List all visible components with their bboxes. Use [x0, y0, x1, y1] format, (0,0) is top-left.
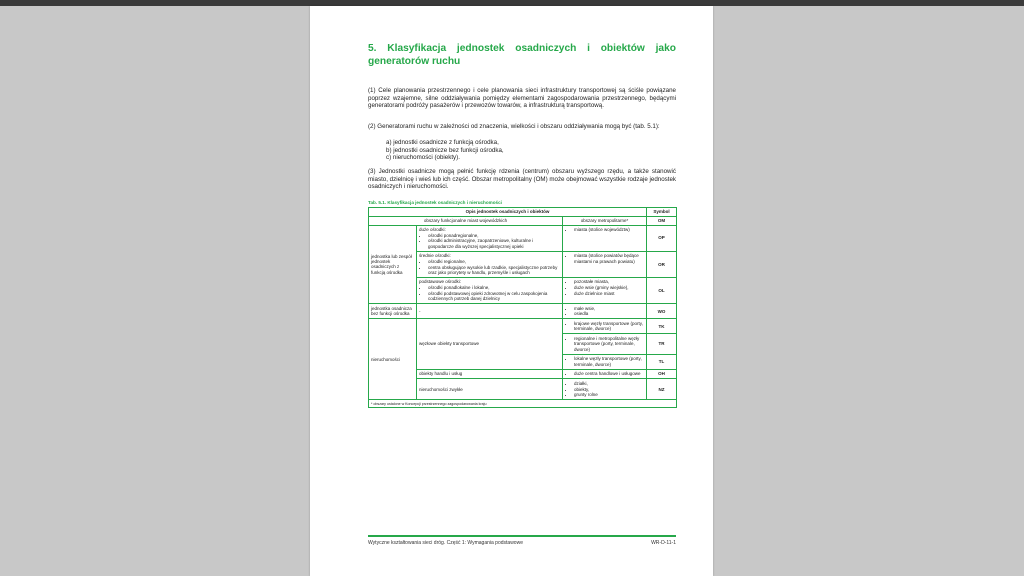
or-description	[417, 251, 563, 277]
table-row-om	[369, 216, 677, 225]
ol-examples	[563, 277, 647, 303]
list-item: • ośrodki regionalne,	[428, 259, 560, 264]
document-page	[310, 6, 713, 576]
list-item: • krajowe węzły transportowe (porty, terminale, dworce)	[574, 321, 644, 332]
paragraph-2: (2) Generatorami ruchu w zależności od znaczenia, wielkości i obszaru oddziaływania mogą być (tab. 5.1):	[368, 123, 660, 130]
tl-examples	[563, 354, 647, 369]
list-item: • duże dzielnice miast	[574, 291, 644, 296]
wo-description: -	[417, 304, 563, 319]
list-item: • pozostałe miasta,	[574, 279, 644, 284]
nz-label: nieruchomości zwykłe	[417, 379, 563, 400]
list-item: • ośrodki podstawowej opieki zdrowotnej w celu zaspokojenia codziennych potrzeb danej dzielnicy	[428, 291, 560, 302]
tk-examples	[563, 319, 647, 334]
ol-title: podstawowe ośrodki:	[419, 279, 462, 285]
op-title: duże ośrodki:	[419, 226, 446, 232]
group-label-non-centres: jednostka osadnicza bez funkcji ośrodka	[369, 304, 417, 319]
section-heading: 5. Klasyfikacja jednostek osadniczych i obiektów jako generatorów ruchu	[368, 43, 676, 67]
symbol-nz: NZ	[647, 379, 677, 400]
list-item: • miasta (stolice powiatów będące miastami na prawach powiatu)	[574, 253, 644, 264]
symbol-op: OP	[647, 225, 677, 251]
symbol-ol: OL	[647, 277, 677, 303]
list-item: • duże centra handlowe i usługowe	[574, 371, 644, 376]
table-header-row	[369, 208, 677, 217]
group-label-centres: jednostka lub zespół jednostek osadniczych z funkcją ośrodka	[369, 225, 417, 304]
list-item: b) jednostki osadnicze bez funkcji ośrodka,	[386, 146, 504, 154]
footer-code: WR-D-11-1	[651, 540, 676, 546]
footer-divider	[368, 535, 676, 537]
symbol-tk: TK	[647, 319, 677, 334]
or-examples	[563, 251, 647, 277]
table-row-op	[369, 225, 677, 251]
list-item: • miasta (stolice województw)	[574, 227, 644, 232]
classification-table	[368, 207, 677, 408]
group-label-properties: nieruchomości	[369, 319, 417, 400]
list-item: • małe wsie,	[574, 306, 644, 311]
wo-examples	[563, 304, 647, 319]
list-item: • ośrodki ponadlokalne i lokalne,	[428, 285, 560, 290]
symbol-wo: WO	[647, 304, 677, 319]
table-caption: Tab. 5.1. Klasyfikacja jednostek osadniczych i nieruchomości	[368, 200, 502, 205]
oh-label: obiekty handlu i usług	[417, 369, 563, 379]
header-description: Opis jednostek osadniczych i obiektów	[369, 208, 647, 217]
table-row-wo	[369, 304, 677, 319]
list-item: c) nieruchomości (obiekty).	[386, 154, 460, 162]
om-right-cell: obszary metropolitarne*	[563, 216, 647, 225]
symbol-tl: TL	[647, 354, 677, 369]
list-item: • centra obsługujące wysokie lub rzadkie, specjalistyczne potrzeby oraz jako priorytety w handlu, przemyśle i usługach	[428, 265, 560, 276]
symbol-om: OM	[647, 216, 677, 225]
list-item: • osiedla	[574, 311, 644, 316]
list-item: • regionalne i metropolitalne węzły transportowe (porty, terminale, dworce)	[574, 336, 644, 352]
list-item: • duże wsie (gminy wiejskie),	[574, 285, 644, 290]
oh-examples	[563, 369, 647, 379]
ol-description	[417, 277, 563, 303]
list-item: • obiekty,	[574, 387, 644, 392]
symbol-oh: OH	[647, 369, 677, 379]
table-row-tk	[369, 319, 677, 334]
op-examples	[563, 225, 647, 251]
header-symbol: Symbol	[647, 208, 677, 217]
list-item: • lokalne węzły transportowe (porty, terminale, dworce)	[574, 356, 644, 367]
list-item: • ośrodki administracyjne, zaopatrzeniowe, kulturalne i gospodarcze dla wyższej specjalistycznej opieki	[428, 238, 560, 249]
or-title: średnie ośrodki:	[419, 252, 451, 258]
tr-examples	[563, 334, 647, 354]
symbol-tr: TR	[647, 334, 677, 354]
nz-examples	[563, 379, 647, 400]
table-footnote-row	[369, 400, 677, 408]
footer-title: Wytyczne kształtowania sieci dróg. Część 1: Wymagania podstawowe	[368, 540, 523, 546]
om-left-cell: obszary funkcjonalne miast wojewódzkich	[369, 216, 563, 225]
table-footnote: * obszary ustalone w Koncepcji przestrzennego zagospodarowania kraju	[369, 400, 677, 408]
paragraph-1: (1) Cele planowania przestrzennego i cele planowania sieci infrastruktury transportowej są ściśle powiązane poprzez wzajemne, silne oddziaływania pomiędzy elementami zagospodarowania przestrzennego, będącymi generatorami podróży pasażerów i przewozów towarów, a infrastrukturą transportową.	[368, 87, 676, 110]
paragraph-3: (3) Jednostki osadnicze mogą pełnić funkcję rdzenia (centrum) obszaru wyższego rzędu, a także stanowić miasto, dzielnicę i wieś lub ich część. Obszar metropolitalny (OM) może obejmować wszystkie rodzaje jednostek osadniczych i nieruchomości.	[368, 168, 676, 191]
list-item: • działki,	[574, 381, 644, 386]
list-item: a) jednostki osadnicze z funkcją ośrodka,	[386, 139, 499, 146]
list-item: • ośrodki ponadregionalne,	[428, 233, 560, 238]
transport-label: węzłowe obiekty transportowe	[417, 319, 563, 369]
list-item: • grunty rolne	[574, 392, 644, 397]
symbol-or: OR	[647, 251, 677, 277]
generator-list	[386, 139, 504, 162]
op-description	[417, 225, 563, 251]
